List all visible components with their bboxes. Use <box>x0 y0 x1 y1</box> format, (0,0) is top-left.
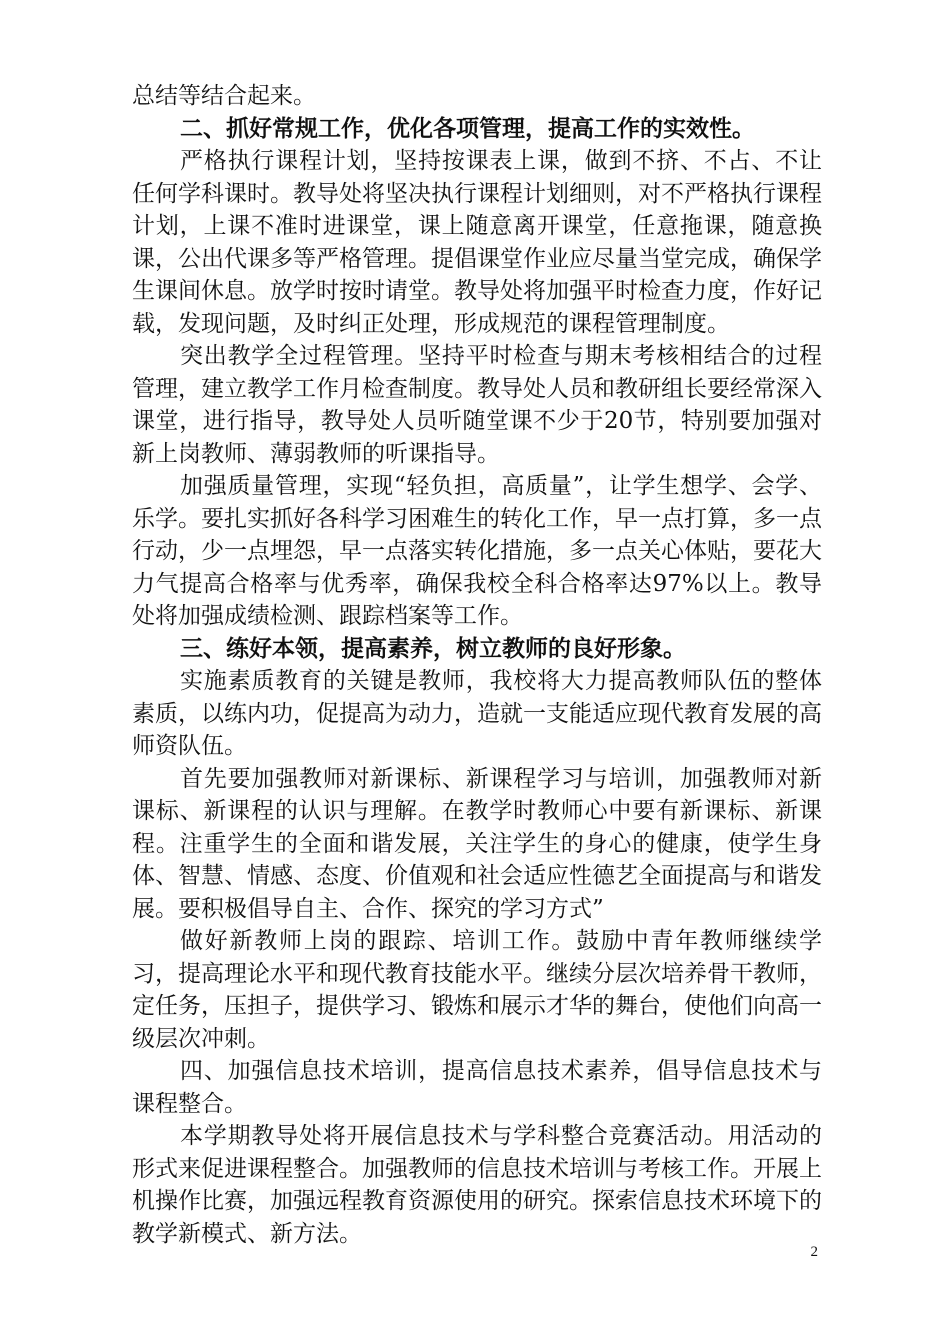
continuation-text: 总结等结合起来。 <box>132 83 316 109</box>
paragraph-it-integration: 本学期教导处将开展信息技术与学科整合竞赛活动。用活动的形式来促进课程整合。加强教师的信息技术培训与考核工作。开展上机操作比赛，加强远程教育资源使用的研究。探索信息技术环境下的教学新模式、新方法。 <box>132 1123 822 1247</box>
paragraph-course-plan: 严格执行课程计划，坚持按课表上课，做到不挤、不占、不让任何学科课时。教导处将坚决执行课程计划细则，对不严格执行课程计划，上课不准时进课堂，课上随意离开课堂，任意拖课，随意换课，公出代课多等严格管理。提倡课堂作业应尽量当堂完成，确保学生课间休息。放学时按时请堂。教导处将加强平时检查力度，作好记载，发现问题，及时纠正处理，形成规范的课程管理制度。 <box>132 148 822 337</box>
paragraph-process-management: 突出教学全过程管理。坚持平时检查与期末考核相结合的过程管理，建立教学工作月检查制度。教导处人员和教研组长要经常深入课堂，进行指导，教导处人员听随堂课不少于20节，特别要加强对新上岗教师、薄弱教师的听课指导。 <box>132 343 822 467</box>
paragraph-quality-management: 加强质量管理，实现“轻负担，高质量”，让学生想学、会学、乐学。要扎实抓好各科学习困难生的转化工作，早一点打算，多一点行动，少一点埋怨，早一点落实转化措施，多一点关心体贴，要花大力气提高合格率与优秀率，确保我校全科合格率达97%以上。教导处将加强成绩检测、跟踪档案等工作。 <box>132 473 822 629</box>
section-heading-4: 四、加强信息技术培训，提高信息技术素养，倡导信息技术与课程整合。 <box>132 1058 822 1117</box>
paragraph-quality-education: 实施素质教育的关键是教师，我校将大力提高教师队伍的整体素质，以练内功，促提高为动力，造就一支能适应现代教育发展的高师资队伍。 <box>132 668 822 759</box>
document-body <box>132 80 822 1250</box>
paragraph-new-curriculum: 首先要加强教师对新课标、新课程学习与培训，加强教师对新课标、新课程的认识与理解。在教学时教师心中要有新课标、新课程。注重学生的全面和谐发展，关注学生的身心的健康，使学生身体、智慧、情感、态度、价值观和社会适应性德艺全面提高与和谐发展。要积极倡导自主、合作、探究的学习方式” <box>132 765 822 922</box>
page-number: 2 <box>810 1244 818 1260</box>
paragraph-new-teachers: 做好新教师上岗的跟踪、培训工作。鼓励中青年教师继续学习，提高理论水平和现代教育技能水平。继续分层次培养骨干教师，定任务，压担子，提供学习、锻炼和展示才华的舞台，使他们向高一级层次冲刺。 <box>132 928 822 1052</box>
section-heading-2: 二、抓好常规工作，优化各项管理，提高工作的实效性。 <box>180 114 755 142</box>
section-heading-3: 三、练好本领，提高素养，树立教师的良好形象。 <box>180 634 686 662</box>
